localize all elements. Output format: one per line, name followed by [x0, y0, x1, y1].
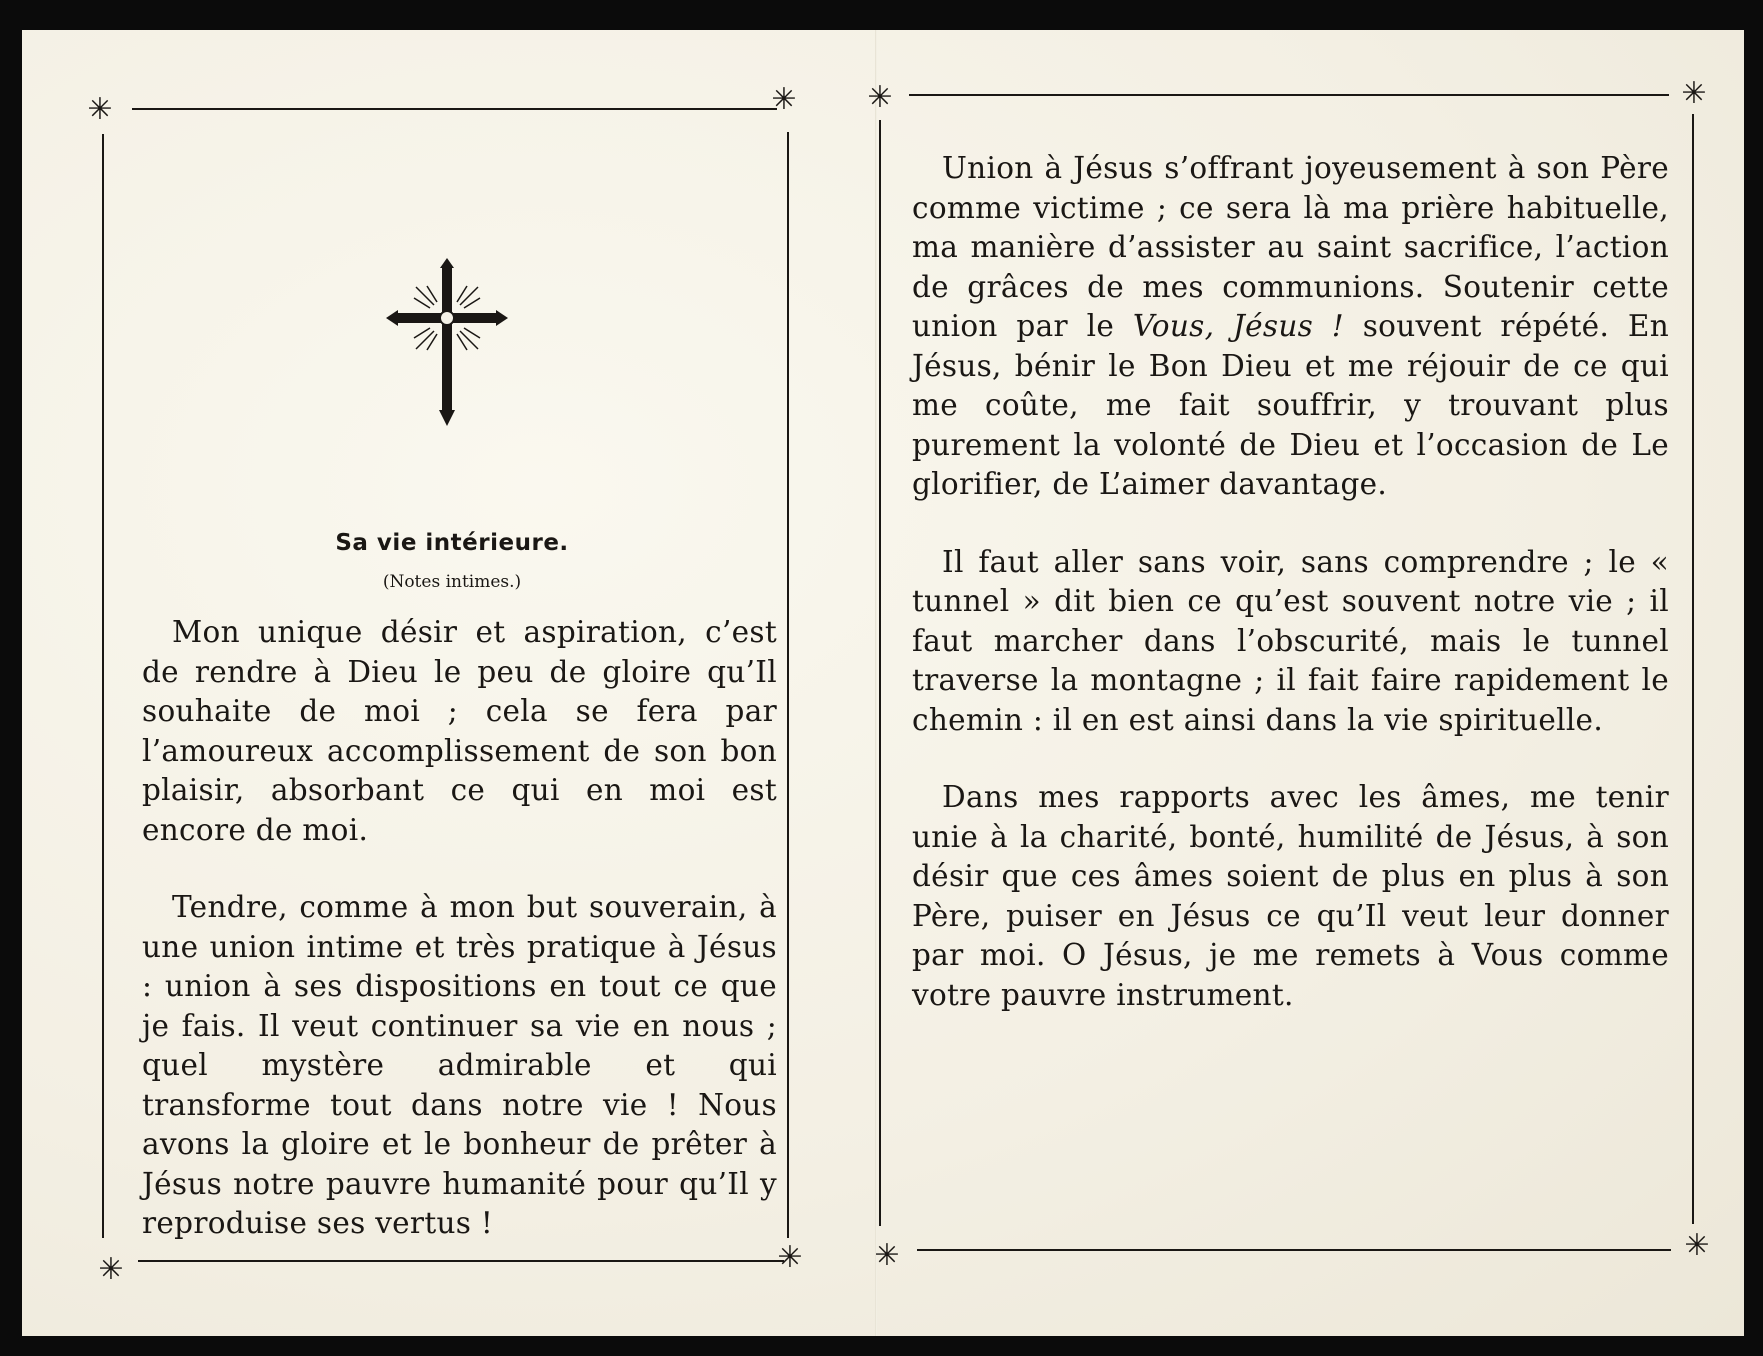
frame-right-line — [787, 132, 789, 1238]
paragraph: Tendre, comme à mon but souverain, à une union intime et très pratique à Jésus : union à ses dispositions en tout ce que je fais. Il veut continuer sa vie en nous ; quel mystère admirable et qui transforme tout dans notre vie ! Nous avons la gloire et le bonheur de prêter à Jésus notre pauvre humanité pour qu’Il y reproduise ses vertus ! — [142, 890, 777, 1240]
section-subheading: (Notes intimes.) — [382, 572, 522, 592]
paragraph: Dans mes rapports avec les âmes, me tenir unie à la charité, bonté, humilité de Jésus, à son désir que ces âmes soient de plus en plus à son Père, puiser en Jésus ce qu’Il veut leur donner par moi. O Jésus, je me remets à Vous comme votre pauvre instrument. — [912, 780, 1669, 1012]
corner-star-icon: ✳ — [98, 1252, 124, 1287]
paragraph: Mon unique désir et aspiration, c’est de rendre à Dieu le peu de gloire qu’Il souhaite de moi ; cela se fera par l’amoureux accomplissement de son bon plaisir, absorbant ce qui en moi est encore de moi. — [142, 615, 777, 847]
paragraph: Il faut aller sans voir, sans comprendre ; le « tunnel » dit bien ce qu’est souvent notre vie ; il faut marcher dans l’obscurité, mais le tunnel traverse la montagne ; il fait faire rapidement le chemin : il en est ainsi dans la vie spirituelle. — [912, 544, 1669, 737]
paragraph: Union à Jésus s’offrant joyeusement à son Père comme victime ; ce sera là ma prière habituelle, ma manière d’assister au saint sacrifice, l’action de grâces de mes communions. Soutenir cette union par le Vous, Jésus ! souvent répété. En Jésus, bénir le Bon Dieu et me réjouir de ce qui me coûte, me fait souffrir, y trouvant plus purement la volonté de Dieu et l’occasion de Le glorifier, de L’aimer davantage. — [912, 151, 1669, 501]
frame-bottom-line — [917, 1249, 1671, 1251]
corner-star-icon: ✳ — [1681, 76, 1707, 111]
corner-star-icon: ✳ — [771, 82, 797, 117]
frame-top-line — [909, 94, 1669, 96]
corner-star-icon: ✳ — [777, 1240, 803, 1275]
frame-bottom-line — [138, 1260, 784, 1262]
prayer-card-sheet — [22, 30, 1744, 1336]
right-page — [867, 30, 1744, 1336]
frame-left-line — [102, 134, 104, 1238]
left-text-block — [142, 613, 777, 1244]
frame-top-line — [132, 108, 777, 110]
corner-star-icon: ✳ — [87, 92, 113, 127]
frame-left-line — [879, 120, 881, 1226]
corner-star-icon: ✳ — [867, 80, 893, 115]
frame-right-line — [1692, 114, 1694, 1224]
corner-star-icon: ✳ — [1684, 1228, 1710, 1263]
corner-star-icon: ✳ — [874, 1238, 900, 1273]
section-heading: Sa vie intérieure. — [335, 530, 569, 556]
right-text-block — [912, 149, 1669, 1015]
cross-icon — [386, 258, 508, 426]
italic-phrase: Vous, Jésus ! — [1132, 309, 1344, 343]
left-page — [22, 30, 877, 1336]
